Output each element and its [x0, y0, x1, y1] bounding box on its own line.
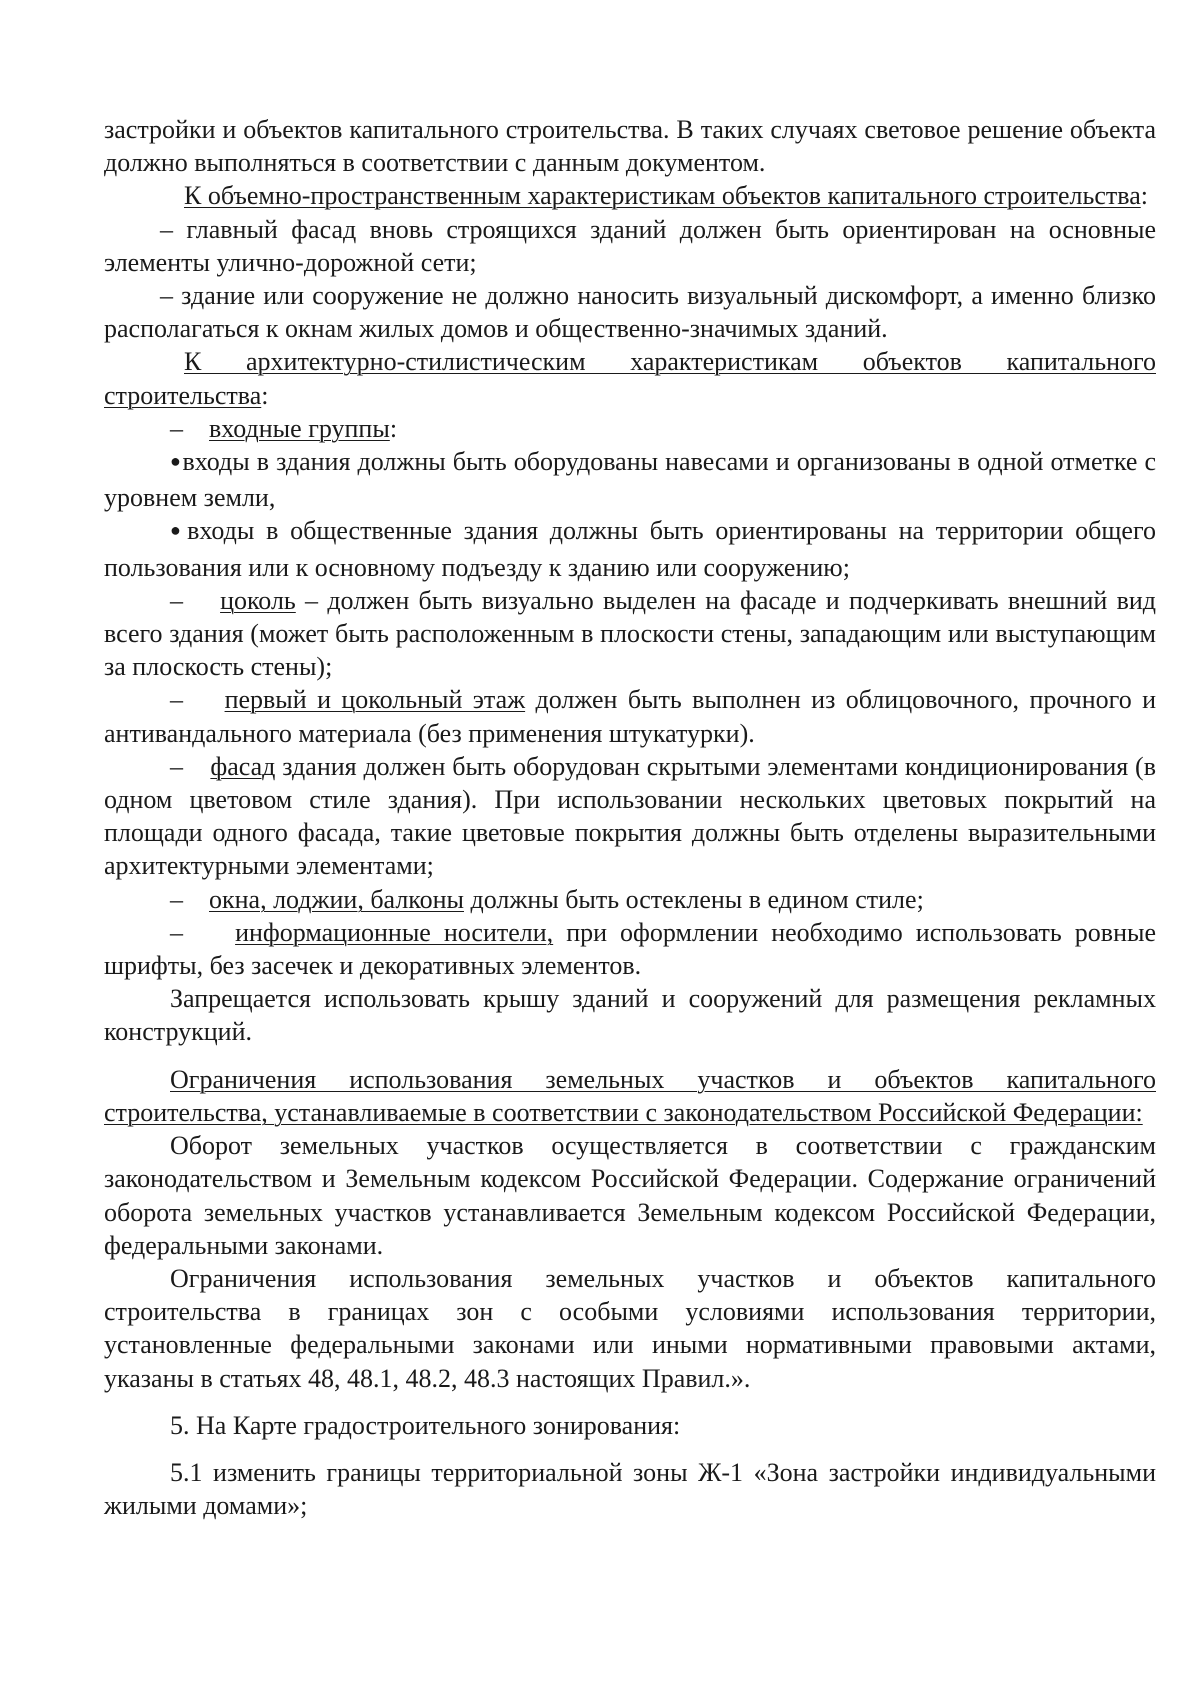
bullet-dot-icon: ●	[170, 520, 187, 541]
bullet-item-public-entrances	[104, 514, 1156, 583]
list-item-entrance-groups	[104, 412, 1156, 445]
paragraph-zone-boundaries: 5.1 изменить границы территориальной зоны Ж-1 «Зона застройки индивидуальными жилыми домами»;	[104, 1457, 1156, 1521]
paragraph-zoning-map: 5. На Карте градостроительного зонирования:	[170, 1410, 681, 1440]
term-text: – должен быть визуально выделен на фасаде и подчеркивать внешний вид всего здания (может быть расположенным в плоскости стены, западающим или выступающим за плоскость стены);	[104, 585, 1156, 682]
term-text: при оформлении необходимо использовать ровные шрифты, без засечек и декоративных элементов.	[104, 917, 1156, 981]
dash-marker: –	[170, 413, 183, 443]
term-text: здания должен быть оборудован скрытыми элементами кондиционирования (в одном цветовом стиле здания). При использовании нескольких цветовых покрытий на площади одного фасада, такие цветовые покрытия должны быть отделены выразительными архитектурными элементами;	[104, 751, 1156, 881]
list-item-info-carriers	[104, 916, 1156, 982]
bullet-item-entrances	[104, 445, 1156, 514]
bullet-text: входы в общественные здания должны быть ориентированы на территории общего пользования или к основному подъезду к зданию или сооружению;	[104, 516, 1156, 582]
underlined-term: окна, лоджии, балконы	[209, 884, 464, 914]
heading-colon: :	[261, 380, 269, 410]
dash-marker: –	[170, 685, 183, 715]
list-item-facade	[104, 750, 1156, 883]
term-text: должен быть выполнен из облицовочного, прочного и антивандального материала (без применения штукатурки).	[104, 685, 1156, 748]
underlined-term: фасад	[210, 751, 276, 781]
list-item-ground-floor	[104, 683, 1156, 749]
heading-colon: :	[1140, 181, 1148, 211]
underlined-term: цоколь	[220, 585, 296, 615]
bullet-dot-icon: ●	[170, 451, 182, 472]
underlined-heading: Ограничения использования земельных участков и объектов капитального строительства, устанавливаемые в соответствии с законодательством Российской Федерации:	[104, 1064, 1156, 1127]
heading-volume-spatial	[104, 179, 1156, 212]
paragraph-roof-advertising: Запрещается использовать крышу зданий и сооружений для размещения рекламных конструкций.	[104, 984, 1156, 1047]
term-text: должны быть остеклены в едином стиле;	[464, 884, 924, 914]
paragraph-zone-restrictions: Ограничения использования земельных участков и объектов капитального строительства в границах зон с особыми условиями использования территории, установленные федеральными законами или иными нормативными правовыми актами, указаны в статьях 48, 48.1, 48.2, 48.3 настоящих Правил.».	[104, 1263, 1156, 1393]
dash-marker: –	[170, 917, 183, 947]
underlined-heading: К объемно-пространственным характеристикам объектов капитального строительства	[184, 181, 1141, 211]
list-item-main-facade: – главный фасад вновь строящихся зданий должен быть ориентирован на основные элементы улично-дорожной сети;	[104, 214, 1156, 277]
term-colon: :	[389, 413, 398, 443]
paragraph-lighting: застройки и объектов капитального строительства. В таких случаях световое решение объекта должно выполняться в соответствии с данным документом.	[104, 115, 1156, 178]
dash-marker: –	[170, 884, 183, 914]
underlined-heading: К архитектурно-стилистическим характеристикам объектов капитального строительства	[104, 347, 1156, 410]
list-item-visual-discomfort: – здание или сооружение не должно наносить визуальный дискомфорт, а именно близко располагаться к окнам жилых домов и общественно-значимых зданий.	[104, 281, 1156, 344]
heading-architectural-style	[104, 345, 1156, 411]
list-item-windows	[104, 883, 1156, 916]
heading-land-restrictions	[104, 1063, 1156, 1129]
bullet-text: входы в здания должны быть оборудованы навесами и организованы в одной отметке с уровнем земли,	[104, 447, 1156, 513]
paragraph-land-turnover: Оборот земельных участков осуществляется в соответствии с гражданским законодательством и Земельным кодексом Российской Федерации. Содержание ограничений оборота земельных участков устанавливается Земельным кодексом Российской Федерации, федеральными законами.	[104, 1131, 1156, 1260]
underlined-term: информационные носители,	[235, 917, 554, 947]
underlined-term: входные группы	[209, 413, 390, 443]
document-page	[104, 113, 1156, 1522]
dash-marker: –	[170, 751, 183, 781]
dash-marker: –	[170, 585, 183, 615]
underlined-term: первый и цокольный этаж	[224, 685, 526, 715]
list-item-plinth	[104, 584, 1156, 684]
